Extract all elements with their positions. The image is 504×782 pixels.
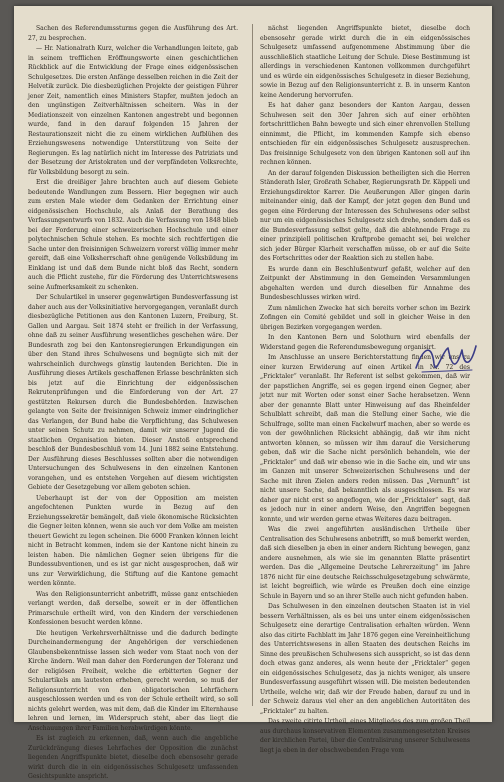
paragraph: Im Anschlusse an unsere Berichterstattung finden wir uns zu einer kurzen Erwiderung auf einen Artikel in Nr. 72 des „Fricktaler“ veranlaßt. Ihr Referent ist selbst gekommen, daß wir der papstlichen Angriffe, sei es gegen irgend einen Gegner, aber jetzt nur mit Worten oder sonst einer Sache herabsetzen. Wenn aber der genannte Blatt unter Hinweisung auf das Rheinfelder Schulblatt schreibt, daß man die Stellung einer Sache, wie die Schulfrage, sollte man einen Fackelwurf machen, aber so werde es von der gewöhnlichen Rücksicht abhängig, daß wir ihm nicht antworten können, so müssen wir ihm darauf die Versicherung geben, daß wir die Sache nicht persönlich behandeln, wie der „Fricktaler“ und daß wir ebenso wie in die Sache ein, und wir uns im Ganzen mit unserer Schweizerischen Schulwesens und der Sache mit ihren Zielen anders reden müssen. Das „Vernunft“ ist nicht unsere Sache, daß bekanntlich als ausgeschlossen. Es war daher gar nicht erst so angeflogen, wie der „Fricktaler“ sagt, daß es jedoch nur in einer andern Weise, den Angriffen begegnen konnte, und wir werden gerne etwas Weiteres dazu beitragen. [260, 354, 470, 523]
paragraph: Ueberhaupt ist der von der Opposition am meisten angefochtenen Punkten wurde in Bezug auf den Erziehungssekretär bemängelt, daß viele ökonomische Rücksichten die Gegner leiten können, wenn sie auch vor dem Volke am meisten theuert Gewicht zu legen scheinen. Die 6000 Franken können leicht nicht in Betracht kommen, indem sie der Kantone nicht hinein zu leisten haben. Die nämlichen Gegner seien übrigens für die Bundessubventionen, und es ist gar nicht ausgesprochen, daß wir uns zur Verwirklichung, die Stiftung auf die Kantone gemacht werden könnte. [28, 494, 238, 587]
paragraph: Was den Religionsunterricht anbetrifft, müsse ganz entschieden verlangt werden, daß derselbe, soweit er in der öffentlichen Primarschule ertheilt wird, von den Kindern der verschiedenen Konfessionen besucht werden könne. [28, 590, 238, 626]
paragraph: Der Schulartikel in unserer gegenwärtigen Bundesverfassung ist daher auch aus der Volksinitiative hervorgegangen, veranlaßt durch diesbezügliche Petitionen aus den Kantonen Luzern, Freiburg, St. Gallen und Aargau. Seit 1874 steht er freilich in der Verfassung, ohne daß zu seiner Ausführung wesentliches geschehen wäre. Der Bundesrath zog bei den Kantonsregierungen Erkundigungen ein über den Stand ihres Schulwesens und begnügte sich mit der wahrscheinlich durchwegs günstig lautenden Berichten. Die in Ausführung dieses Artikels geschaffenen Erlasse beschränkten sich bis jetzt auf die Einrichtung der eidgenössischen Rekrutenprüfungen und die Einforderung von der Art. 27 gestützten Rekursen durch die Bundesbehörden. Inzwischen gelangte von Seite der freisinnigen Schweiz immer eindringlicher das Verlangen, der Bund habe die Verpflichtung, das Schulwesen unter seinen Schutz zu nehmen, damit wir unserer Jugend die staatlichen Organisation bieten. Dieser Anstoß entsprechend beschloß der Bundesbeschluß vom 14. Juni 1882 seine Entstehung. Der Ausführung dieses Beschlusses sollten aber die notwendigen Untersuchungen des Schulwesens in den einzelnen Kantonen vorangehen, und es entstehen Vorgehen auf diesem wichtigsten Gebiete der Gesetzgebung vor allem geboten schien. [28, 294, 238, 491]
paragraph: Es wurde dann ein Beschlußentwurf gefaßt, welcher auf den Zeitpunkt der Abstimmung in den Gemeinden Versammlungen abgehalten werden und durch dieselben für Annahme des Bundesbeschlusses wirken wird. [260, 265, 470, 301]
paragraph: — Hr. Nationalrath Kurz, welcher die Verhandlungen leitete, gab in seinem trefflichen Eröffnungsworte einen geschichtlichen Rückblick auf die Entwicklung der Frage eines eidgenössischen Schulgesetzes. Die ersten Anfänge desselben reichen in die Zeit der Helvetik zurück. Die diesbezüglichen Projekte der geistigen Führer jener Zeit, namentlich eines Ministers Stapfer, mußten jedoch an den ungünstigen Zeitverhältnissen scheitern. Was in der Mediationszeit von einzelnen Kantonen angestrebt und begonnen wurde, fand in den darauf folgenden 15 Jahren der Restaurationszeit nicht die zu einem wirklichen Aufblühen des Erziehungswesens notwendige Unterstützung von Seite der Regierungen. Es lag natürlich nicht im Interesse des Patriziats und der Besetzung der Aristokraten und der verpfändeten Volksrechte, für Volksbildung besorgt zu sein. [28, 45, 238, 176]
paragraph: Das Schulwesen in den einzelnen deutschen Staaten ist in viel bessern Verhältnissen, als es bei uns unter einem eidgenössischen Schulgesetz eine derartige Centralisation erhalten würden. Wenn also das citirte Fachblatt im Jahr 1876 gegen eine Vereinheitlichung des Unterrichtswesens in allen Staaten des deutschen Reichs im Sinne des preußischen Schulwesens sich ausspricht, so ist das denn doch etwas ganz anderes, als wenn heute der „Fricktaler“ gegen ein eidgenössisches Schulgesetz, das ja nichts weniger, als unsere Bundesverfassung ausgeführt wissen will. Die meisten bedeutenden Urtheile, welche wir, daß wir der Freude haben, darauf zu und in der Schweiz daraus viel eher an den angeblichen Autoritäten des „Fricktaler“ zu halten. [260, 603, 470, 715]
paragraph: Es ist zugleich zu erkennen, daß, wenn auch die angebliche Zurückdrängung dieses Lehrfaches der Opposition die zunächst liegenden Angriffspunkte bietet, dieselbe doch ebensosehr gerade wirkt durch die in ein eidgenössisches Schulgesetz umfassenden Gesichtspunkte anspricht. [28, 735, 238, 780]
paragraph: Was die zwei angeführten ausländischen Urtheile über Centralisation des Schulwesens anbetrifft, so muß bemerkt werden, daß sich dieselben ja eben in einer andern Richtung bewegen, ganz andere ausnehmen, als wie sie im genannten Blatte präsentirt werden. Das die „Allgemeine Deutsche Lehrerzeitung“ im Jahre 1876 nicht für eine deutsche Reichsschulgesetzgebung schwärmte, ist leicht begreiflich, wie würde es Preußen doch eine einzige Schule in Bayern und so an ihrer Stelle auch nicht gefunden haben. [260, 526, 470, 600]
handwritten-stamp-mark [412, 338, 480, 378]
paragraph: An der darauf folgenden Diskussion betheiligten sich die Herren Ständerath Isler, Großrath Schaber, Regierungsrath Dr. Käppeli und Erziehungsdirektor Karrer. Die Aeußerungen Aller gingen darin miteinander einig, daß der Kampf, der jetzt gegen den Bund und gegen eine Förderung der Interessen des Schulwesens oder selbst nur um ein eidgenössisches Schulgesetz sich drehe, sondern daß es die Bundesverfassung selbst gelte, daß die ablehnende Frage zu einer prinzipiell politischen Kraftprobe gemacht sei, bei welcher sich jeder Bürger Klarheit verschaffen müsse, ob er auf die Seite des Fortschrittes oder der Reaktion sich zu stellen habe. [260, 169, 470, 262]
paragraph: Die heutigen Verkehrsverhältnisse und die dadurch bedingte Durcheinandermengung der Angehörigen der verschiedenen Glaubensbekenntnisse lassen sich weder vom Staat noch von der Kirche ändern. Weil man daher den Forderungen der Toleranz und der religiösen Freiheit, welche die erbitterten Gegner der Schulartikels am lautesten erheben, gerecht werden, so muß der Religionsunterricht von den obligatorischen Lehrfächern ausgeschlossen werden und es von der Schule ertheilt wird, so soll nichts gelehrt werden, was mit dem, daß die Kinder im Elternhause lehren und lernen, im Widerspruch steht, aber das liegt die Anschauungen ihrer Familien herabwürdigen könnte. [28, 629, 238, 732]
paragraph: Es hat daher ganz besonders der Kanton Aargau, dessen Schulwesen seit den 30er Jahren sich auf einer erhöhten fortschrittlichen Bahn bewegte und sich einer ehrenvollen Stellung einnimmt, die Pflicht, im kommenden Kampfe sich ebenso entschieden für ein eidgenössisches Schulgesetz auszusprechen. Das freisinnige Schulgesetz von den übrigen Kantonen soll auf ihn rechnen können. [260, 102, 470, 166]
paragraph: Erst die dreißiger Jahre brachten auch auf diesem Gebiete bedeutende Wandlungen zum Bessern. Hier begegnen wir auch zum ersten Male wieder dem Gedanken der Errichtung einer eidgenössischen Hochschule, als Anlaß der Berathung des Verfassungsentwurfs von 1832. Auch die Verfassung von 1848 blieb bei der Forderung einer schweizerischen Hochschule und einer polytechnischen Schule stehen. Es mochte sich rechtfertigen die Sache unter den freisinnigen Schweizern vorerst völlig immer mehr gereift, daß eine Volksherrschaft ohne genügende Volksbildung im Einklang ist und daß dem Bunde nicht bloß das Recht, sondern auch die Pflicht zustehe, für die Förderung des Unterrichtswesens seine Aufmerksamkeit zu schenken. [28, 179, 238, 291]
paragraph: Zum nämlichen Zwecke hat sich bereits vorher schon im Bezirk Zofingen ein Comité gebildet und soll in gleicher Weise in den übrigen Bezirken vorgegangen werden. [260, 304, 470, 331]
paragraph: In den Kantonen Bern und Solothurn wird ebenfalls der Widerstand gegen die Referendumsbewegung organisirt. [260, 334, 470, 351]
paragraph: Das zweite citirte Urtheil, eines Mitgliedes des zum großen Theil aus durchaus konservativen Elementen zusammengesetzten Kreises der kirchlichen Partei, über die Centralisirung unserer Schulwesens liegt ja eben in der obschwebenden Frage vom [260, 718, 470, 754]
paragraph: nächst liegenden Angriffspunkte bietet, dieselbe doch ebensosehr gerade wirkt durch die in ein eidgenössisches Schulgesetz umfassend aufgenommene Abstimmung über die ausschließlich staatliche Leitung der Schule. Diese Bestimmung ist allerdings in verschiedenen Kantonen vollkommen durchgeführt und es würde ein eidgenössisches Schulgesetz in dieser Beziehung, sowie in Bezug auf den Religionsunterricht z. B. in unserm Kanton keine Aenderung hervorrufen. [260, 25, 470, 99]
column-divider [252, 24, 253, 706]
left-column [28, 24, 238, 780]
newspaper-page [14, 6, 492, 780]
paragraph: Sachen des Referendumssturms gegen die Ausführung des Art. 27, zu besprechen. [28, 25, 238, 42]
